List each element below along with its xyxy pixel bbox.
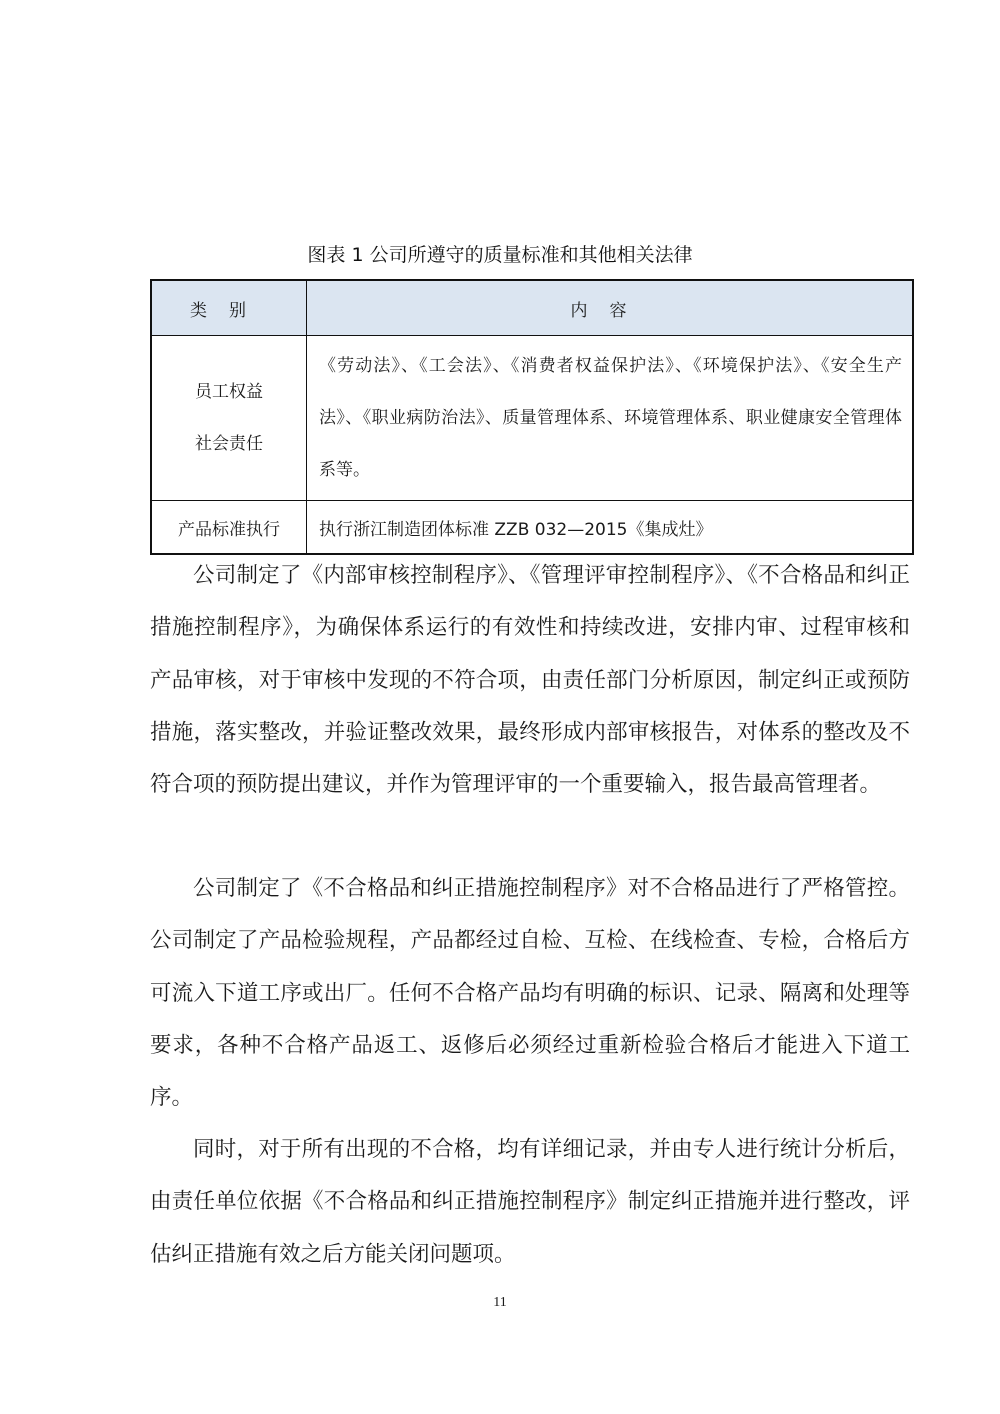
row-category-cell: 产品标准执行: [151, 501, 307, 555]
body-section: [150, 863, 910, 1124]
paragraph: 公司制定了《内部审核控制程序》、《管理评审控制程序》、《不合格品和纠正措施控制程序》，为确保体系运行的有效性和持续改进，安排内审、过程审核和产品审核，对于审核中发现的不符合项，由责任部门分析原因，制定纠正或预防措施，落实整改，并验证整改效果，最终形成内部审核报告，对体系的整改及不符合项的预防提出建议，并作为管理评审的一个重要输入，报告最高管理者。: [150, 563, 910, 798]
standards-table: [150, 279, 914, 555]
paragraph: 同时，对于所有出现的不合格，均有详细记录，并由专人进行统计分析后，由责任单位依据《不合格品和纠正措施控制程序》制定纠正措施并进行整改，评估纠正措施有效之后方能关闭问题项。: [150, 1137, 910, 1267]
row-category-line: 社会责任: [195, 434, 263, 454]
header-content: 内容: [307, 280, 914, 336]
table-caption: 图表 1 公司所遵守的质量标准和其他相关法律: [307, 244, 693, 266]
header-category: 类别: [151, 280, 307, 336]
paragraph: 公司制定了《不合格品和纠正措施控制程序》对不合格品进行了严格管控。公司制定了产品检验规程，产品都经过自检、互检、在线检查、专检，合格后方可流入下道工序或出厂。任何不合格产品均有明确的标识、记录、隔离和处理等要求，各种不合格产品返工、返修后必须经过重新检验合格后才能进入下道工序。: [150, 876, 910, 1111]
row-category-cell: [151, 336, 307, 501]
table-row: [151, 336, 913, 501]
body-section: [150, 1124, 910, 1281]
page-number: 11: [493, 1295, 507, 1310]
row-category-line: 员工权益: [195, 382, 263, 402]
row-content-cell: 执行浙江制造团体标准 ZZB 032—2015《集成灶》: [307, 501, 914, 555]
row-content-cell: 《劳动法》、《工会法》、《消费者权益保护法》、《环境保护法》、《安全生产法》、《职业病防治法》、质量管理体系、环境管理体系、职业健康安全管理体系等。: [307, 336, 914, 501]
table-header-row: [151, 280, 913, 336]
body-section: [150, 550, 910, 811]
table-row: [151, 501, 913, 555]
